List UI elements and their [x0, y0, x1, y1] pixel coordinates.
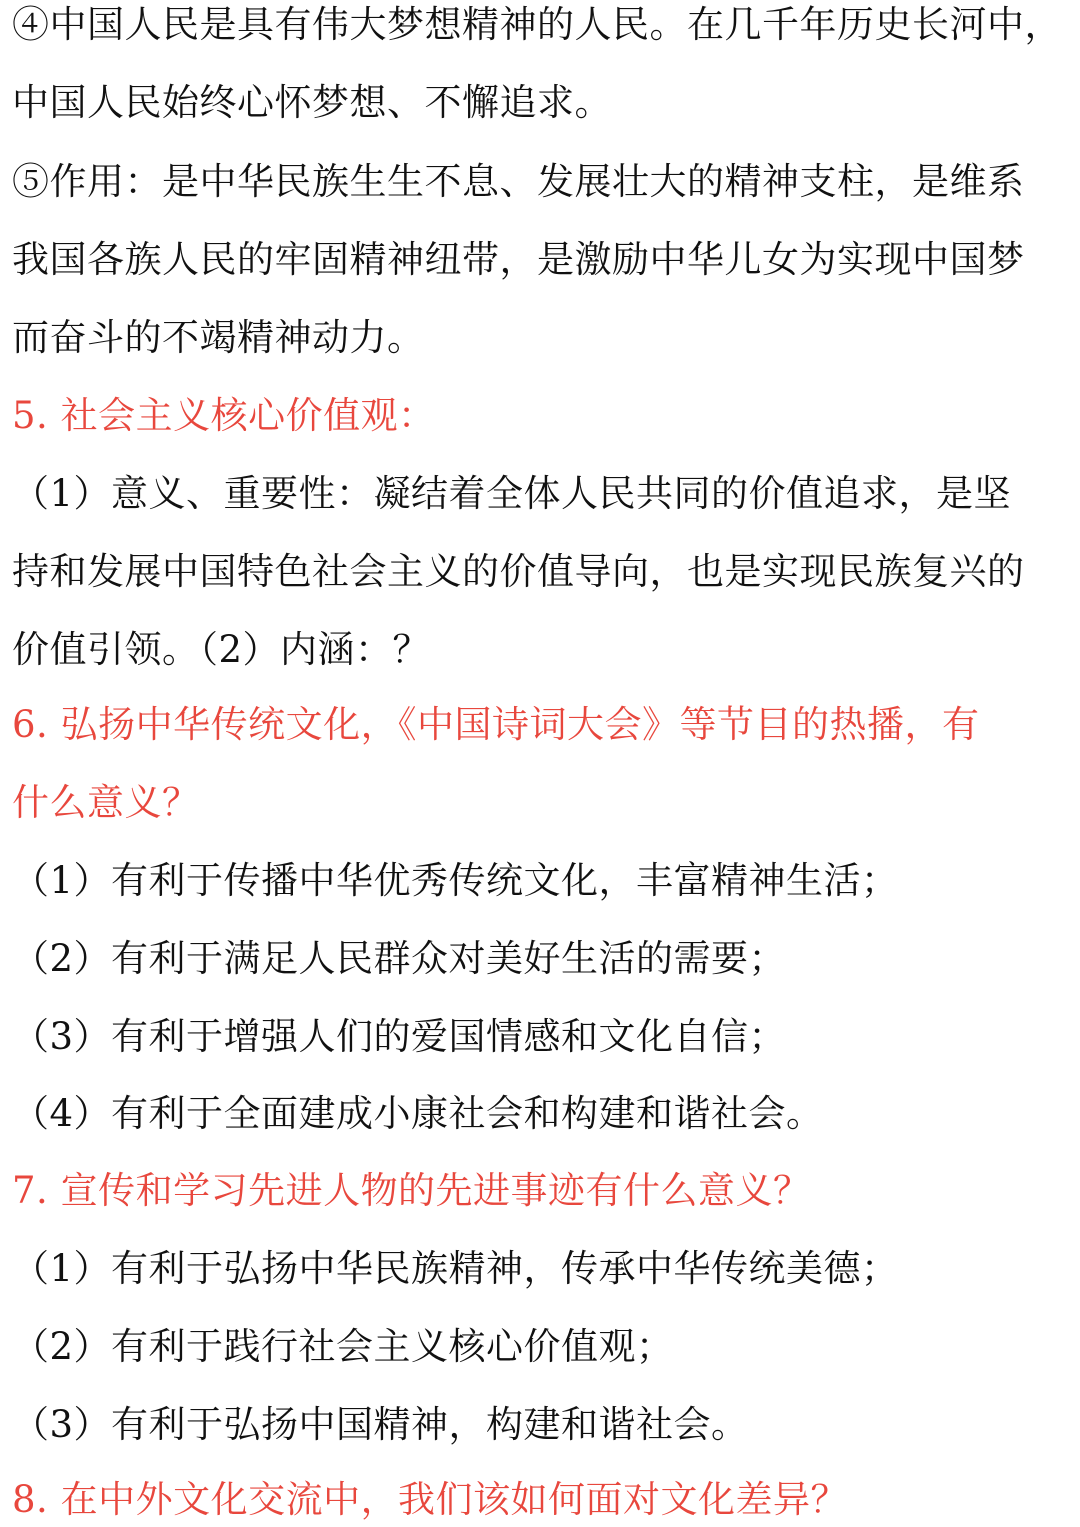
paragraph-line: 而奋斗的不竭精神动力。 [12, 316, 425, 359]
section-heading-6-continued: 什么意义？ [12, 781, 200, 824]
section-heading-5: 5. 社会主义核心价值观： [12, 394, 436, 437]
paragraph-line: 中国人民始终心怀梦想、不懈追求。 [12, 81, 612, 124]
list-item: （1）有利于弘扬中华民族精神，传承中华传统美德； [12, 1247, 899, 1290]
section-heading-7: 7. 宣传和学习先进人物的先进事迹有什么意义？ [12, 1169, 811, 1212]
paragraph-line: 价值引领。（2）内涵：？ [12, 628, 431, 671]
paragraph-line: ④中国人民是具有伟大梦想精神的人民。在几千年历史长河中， [12, 3, 1062, 46]
list-item: （4）有利于全面建成小康社会和构建和谐社会。 [12, 1092, 824, 1135]
list-item: （3）有利于增强人们的爱国情感和文化自信； [12, 1015, 787, 1058]
paragraph-line: （1）意义、重要性：凝结着全体人民共同的价值追求，是坚 [12, 472, 1012, 515]
list-item: （3）有利于弘扬中国精神，构建和谐社会。 [12, 1403, 749, 1446]
paragraph-line: 我国各族人民的牢固精神纽带，是激励中华儿女为实现中国梦 [12, 238, 1025, 281]
paragraph-line: 持和发展中国特色社会主义的价值导向，也是实现民族复兴的 [12, 550, 1025, 593]
section-heading-8: 8. 在中外文化交流中，我们该如何面对文化差异？ [12, 1478, 849, 1521]
list-item: （1）有利于传播中华优秀传统文化，丰富精神生活； [12, 859, 899, 902]
list-item: （2）有利于践行社会主义核心价值观； [12, 1325, 674, 1368]
list-item: （2）有利于满足人民群众对美好生活的需要； [12, 937, 787, 980]
section-heading-6: 6. 弘扬中华传统文化，《中国诗词大会》等节目的热播，有 [12, 703, 980, 746]
paragraph-line: ⑤作用：是中华民族生生不息、发展壮大的精神支柱，是维系 [12, 160, 1025, 203]
